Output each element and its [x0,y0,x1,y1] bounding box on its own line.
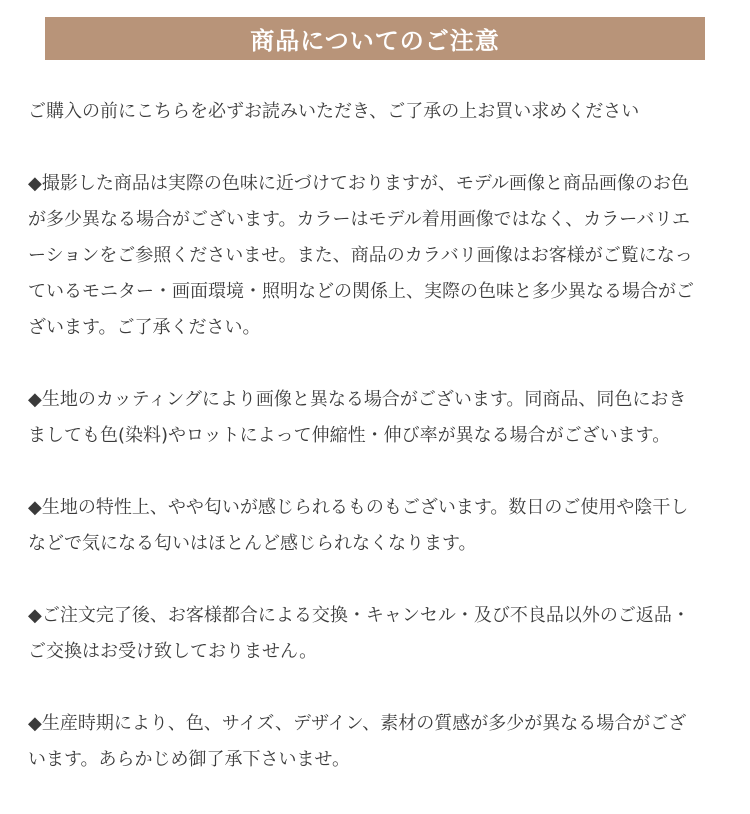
note-line: ざいます。ご了承ください。 [28,317,261,338]
notice-content [28,94,696,814]
intro-text: ご購入の前にこちらを必ずお読みいただき、ご了承の上お買い求めください [28,101,640,122]
note-line: ているモニター・画面環境・照明などの関係上、実際の色味と多少異なる場合がご [28,281,694,302]
note-line: が多少異なる場合がございます。カラーはモデル着用画像ではなく、カラーバリエ [28,209,691,230]
note-line: ご交換はお受け致しておりません。 [28,641,318,662]
note-production-variance [28,706,696,778]
note-line: ◆生産時期により、色、サイズ、デザイン、素材の質感が多少が異なる場合がござ [28,713,687,734]
notice-title: 商品についてのご注意 [250,27,500,55]
notice-header-bar [45,17,705,60]
note-line: ◆撮影した商品は実際の色味に近づけておりますが、モデル画像と商品画像のお色 [28,173,689,194]
note-color-difference [28,166,696,346]
note-line: ◆ご注文完了後、お客様都合による交換・キャンセル・及び不良品以外のご返品・ [28,605,690,626]
note-line: ◆生地のカッティングにより画像と異なる場合がございます。同商品、同色におき [28,389,687,410]
note-line: などで気になる匂いはほとんど感じられなくなります。 [28,533,477,554]
note-line: ◆生地の特性上、やや匂いが感じられるものもございます。数日のご使用や陰干し [28,497,689,518]
note-line: ましても色(染料)やロットによって伸縮性・伸び率が異なる場合がございます。 [28,425,671,446]
note-fabric-cutting [28,382,696,454]
note-line: います。あらかじめ御了承下さいませ。 [28,749,351,770]
note-returns-policy [28,598,696,670]
note-fabric-odor [28,490,696,562]
note-line: ーションをご参照くださいませ。また、商品のカラバリ画像はお客様がご覧になっ [28,245,693,266]
